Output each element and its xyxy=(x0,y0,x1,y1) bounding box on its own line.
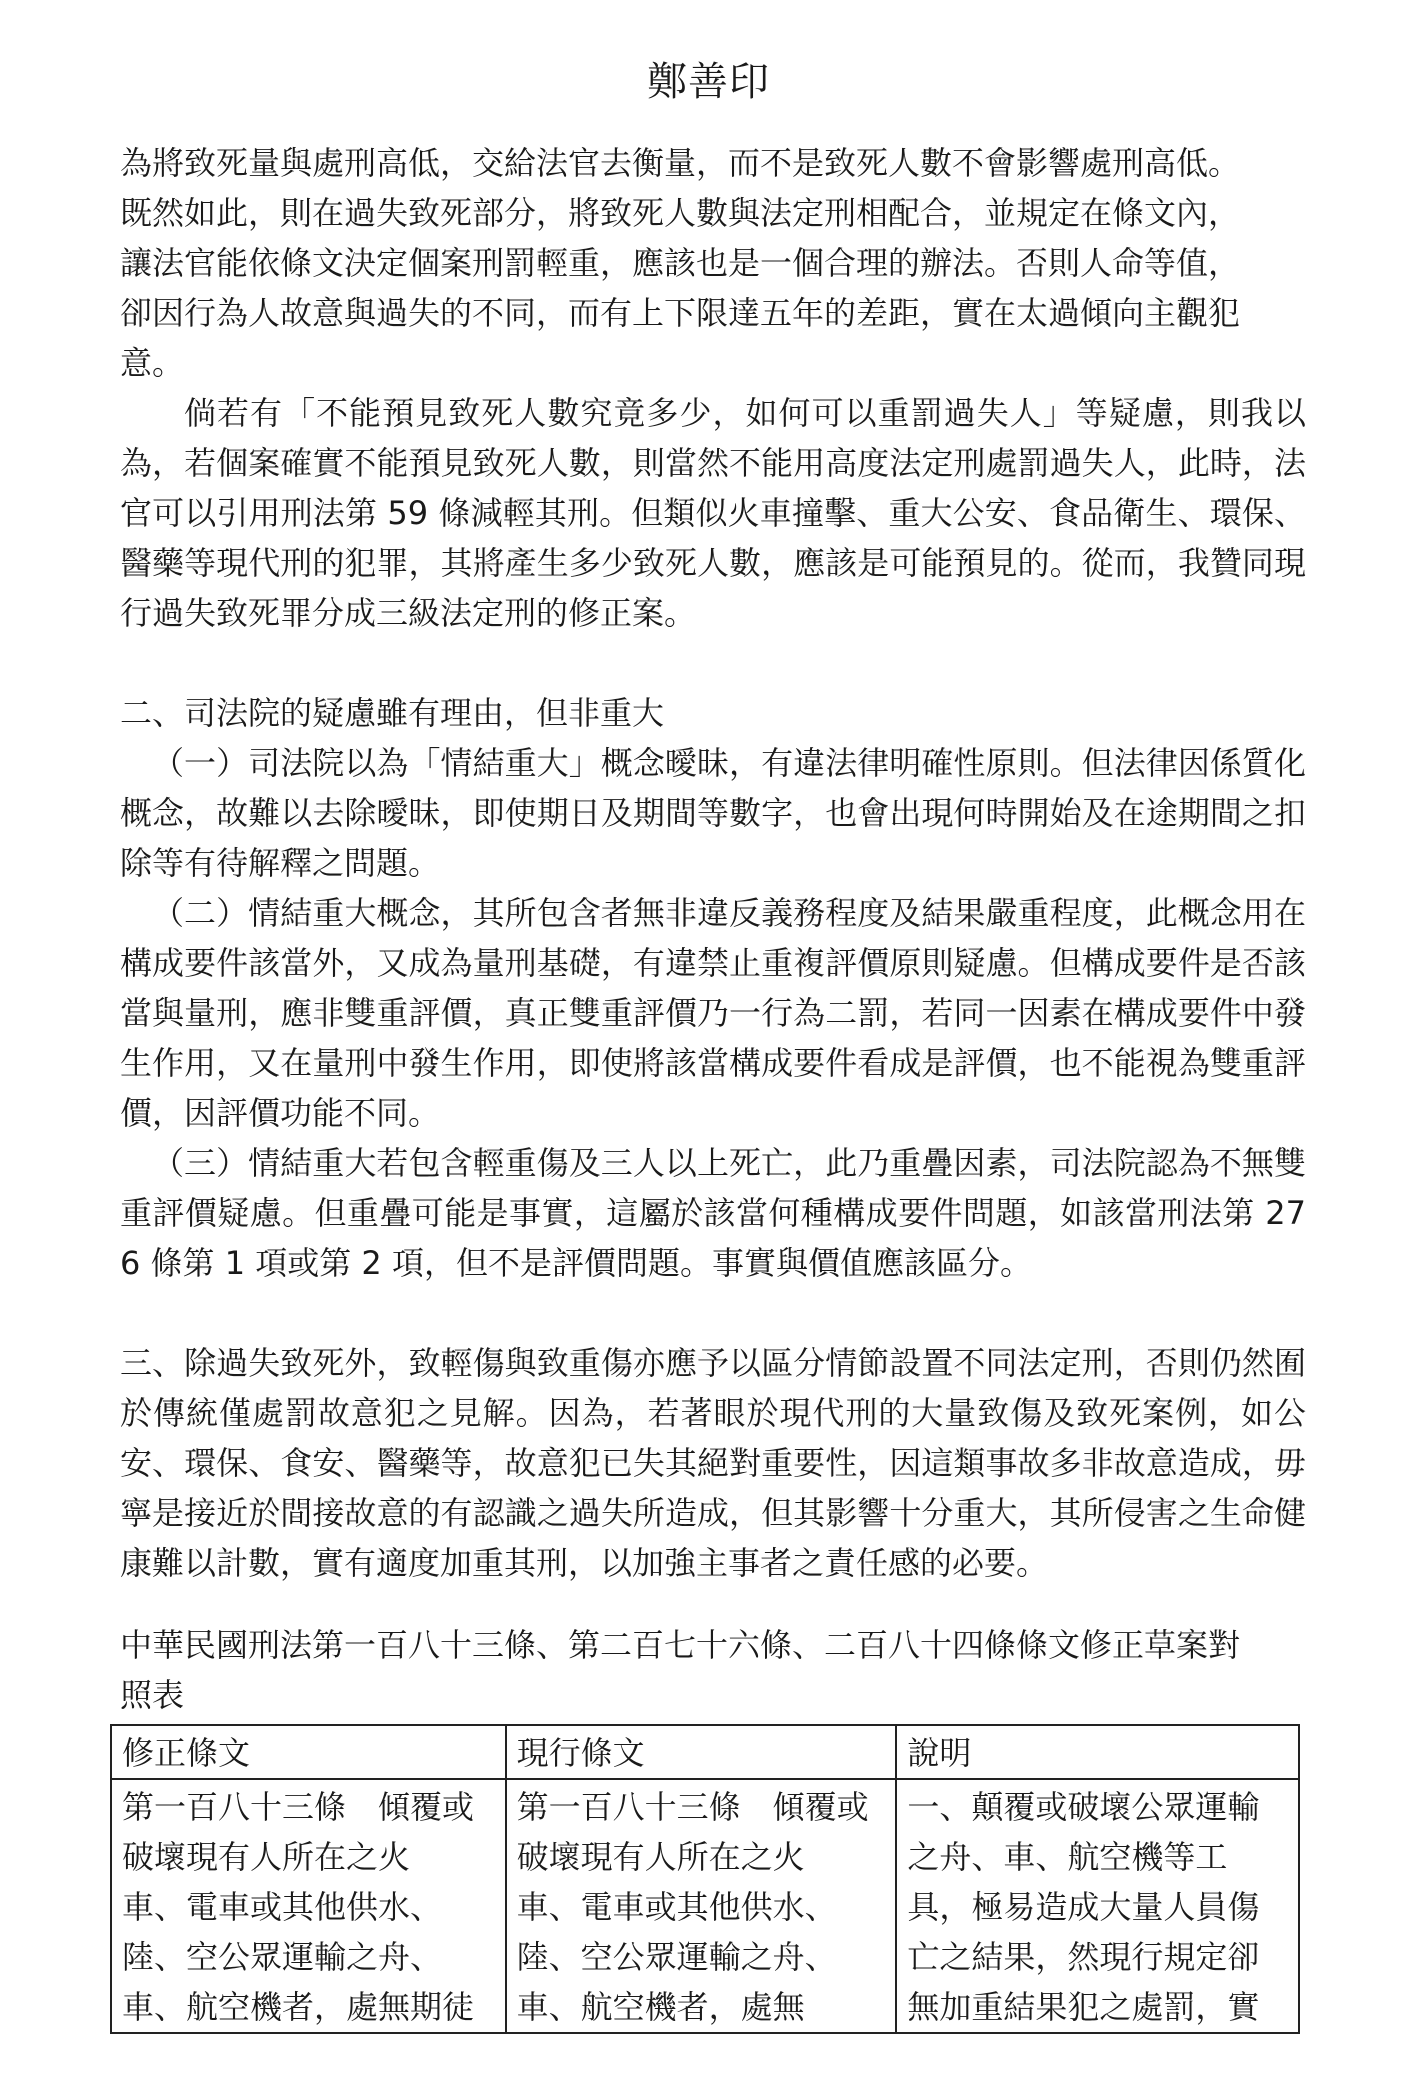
paragraph-line: 卻因行為人故意與過失的不同，而有上下限達五年的差距，實在太過傾向主觀犯 xyxy=(120,294,1241,332)
caption-line: 中華民國刑法第一百八十三條、第二百七十六條、二百八十四條條文修正草案對 xyxy=(120,1626,1241,1664)
cell-line: 車、電車或其他供水、 xyxy=(516,1888,837,1926)
section-2-item-1: （一）司法院以為「情結重大」概念曖昧，有違法律明確性原則。但法律因係質化概念，故難以去除曖昧，即使期日及期間等數字，也會出現何時開始及在途期間之扣除等有待解釋之問題。 xyxy=(120,744,1306,882)
paragraph-2: 倘若有「不能預見致死人數究竟多少，如何可以重罰過失人」等疑慮，則我以為，若個案確實不能預見致死人數，則當然不能用高度法定刑處罰過失人，此時，法官可以引用刑法第 59 條減輕其刑。但類似火車撞擊、重大公安、食品衛生、環保、醫藥等現代刑的犯罪，其將產生多少致死人數，應該是可能預見的。從而，我贊同現行過失致死罪分成三級法定刑的修正案。 xyxy=(120,394,1306,632)
header-amended: 修正條文 xyxy=(111,1725,506,1779)
table-header-row xyxy=(111,1725,1299,1779)
cell-line: 車、航空機者，處無期徒 xyxy=(122,1988,475,2026)
section-2-item-3: （三）情結重大若包含輕重傷及三人以上死亡，此乃重疊因素，司法院認為不無雙重評價疑慮。但重疊可能是事實，這屬於該當何種構成要件問題，如該當刑法第 276 條第 1 項或第 2 項，但不是評價問題。事實與價值應該區分。 xyxy=(120,1144,1306,1282)
cell-amended xyxy=(111,1779,506,2033)
paragraph-line: 為將致死量與處刑高低，交給法官去衡量，而不是致死人數不會影響處刑高低。 xyxy=(120,144,1241,182)
cell-current xyxy=(506,1779,897,2033)
cell-line: 車、航空機者，處無 xyxy=(516,1988,805,2026)
cell-line: 一、顛覆或破壞公眾運輸 xyxy=(907,1788,1260,1826)
table-caption xyxy=(120,1620,1306,1720)
cell-line: 具，極易造成大量人員傷 xyxy=(907,1888,1260,1926)
cell-line: 第一百八十三條 傾覆或 xyxy=(516,1788,869,1826)
cell-explanation xyxy=(896,1779,1299,2033)
cell-line: 亡之結果，然現行規定卻 xyxy=(907,1938,1260,1976)
caption-line: 照表 xyxy=(120,1676,185,1714)
cell-line: 破壞現有人所在之火 xyxy=(516,1838,805,1876)
header-current: 現行條文 xyxy=(506,1725,897,1779)
cell-line: 陸、空公眾運輸之舟、 xyxy=(516,1938,837,1976)
section-2-heading: 二、司法院的疑慮雖有理由，但非重大 xyxy=(120,694,665,732)
document-body xyxy=(120,138,1306,2034)
cell-line: 無加重結果犯之處罰，實 xyxy=(907,1988,1260,2026)
cell-line: 陸、空公眾運輸之舟、 xyxy=(122,1938,443,1976)
paragraph-line: 既然如此，則在過失致死部分，將致死人數與法定刑相配合，並規定在條文內， xyxy=(120,194,1241,232)
paragraph-line: 意。 xyxy=(120,344,185,382)
section-2-item-2: （二）情結重大概念，其所包含者無非違反義務程度及結果嚴重程度，此概念用在構成要件該當外，又成為量刑基礎，有違禁止重複評價原則疑慮。但構成要件是否該當與量刑，應非雙重評價，真正雙重評價乃一行為二罰，若同一因素在構成要件中發生作用，又在量刑中發生作用，即使將該當構成要件看成是評價，也不能視為雙重評價，因評價功能不同。 xyxy=(120,894,1306,1132)
cell-line: 第一百八十三條 傾覆或 xyxy=(122,1788,475,1826)
paragraph-1 xyxy=(120,138,1306,388)
page-title: 鄭善印 xyxy=(647,59,770,105)
table-row xyxy=(111,1779,1299,2033)
cell-line: 之舟、車、航空機等工 xyxy=(907,1838,1228,1876)
comparison-table xyxy=(110,1724,1300,2034)
section-3-paragraph: 三、除過失致死外，致輕傷與致重傷亦應予以區分情節設置不同法定刑，否則仍然囿於傳統僅處罰故意犯之見解。因為，若著眼於現代刑的大量致傷及致死案例，如公安、環保、食安、醫藥等，故意犯已失其絕對重要性，因這類事故多非故意造成，毋寧是接近於間接故意的有認識之過失所造成，但其影響十分重大，其所侵害之生命健康難以計數，實有適度加重其刑，以加強主事者之責任感的必要。 xyxy=(120,1344,1306,1582)
cell-line: 破壞現有人所在之火 xyxy=(122,1838,411,1876)
paragraph-line: 讓法官能依條文決定個案刑罰輕重，應該也是一個合理的辦法。否則人命等值， xyxy=(120,244,1241,282)
cell-line: 車、電車或其他供水、 xyxy=(122,1888,443,1926)
header-explanation: 說明 xyxy=(896,1725,1299,1779)
